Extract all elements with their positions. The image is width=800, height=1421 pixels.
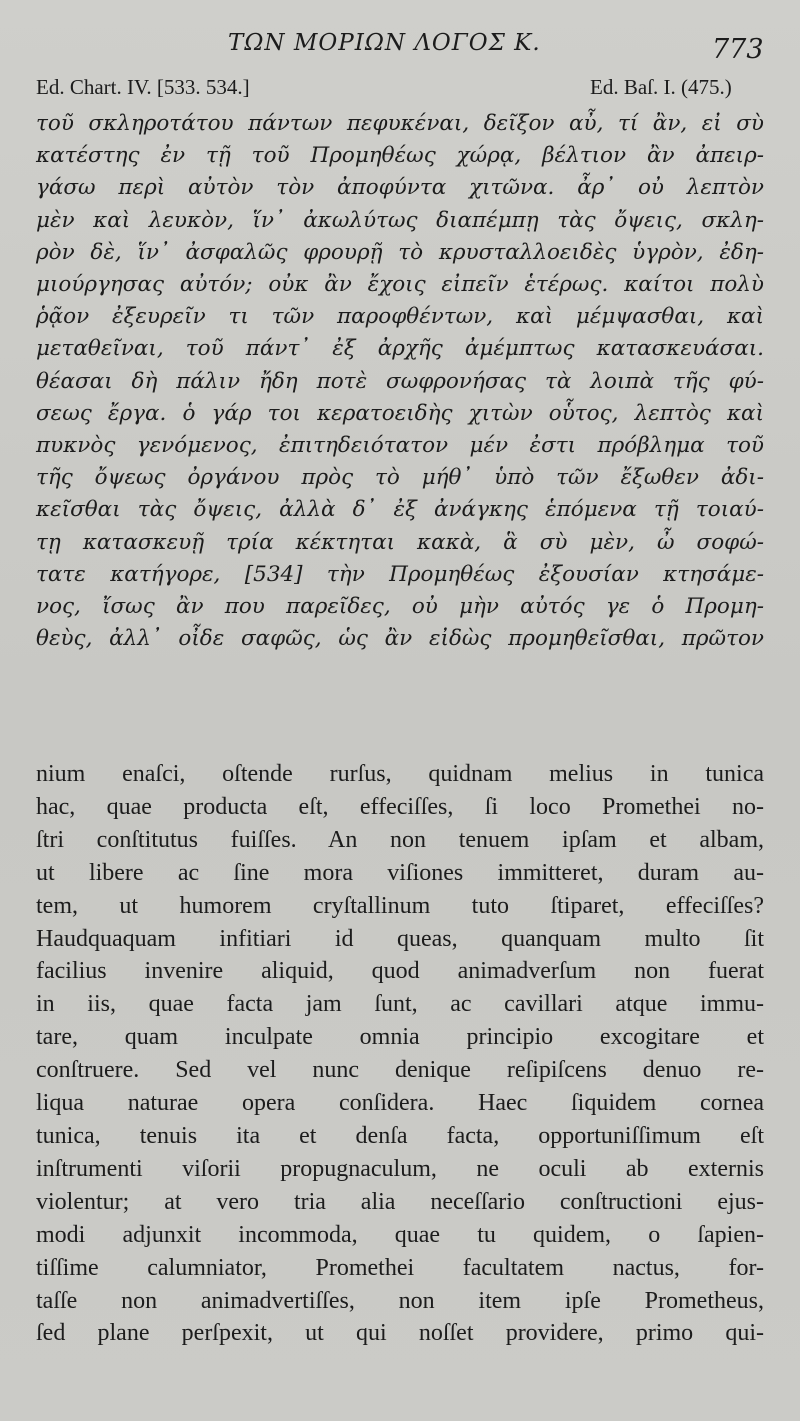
latin-text-line: tunica, tenuis ita et denſa facta, opportuniſſimum eſt	[36, 1122, 764, 1149]
greek-text-line: γάσω περὶ αὐτὸν τὸν ἀποφύντα χιτῶνα. ἆρ᾽ οὐ λεπτὸν	[36, 175, 764, 201]
latin-text-line: facilius invenire aliquid, quod animadverſum non fuerat	[36, 958, 764, 985]
greek-text-line: τατε κατήγορε, [534] τὴν Προμηθέως ἐξουσίαν κτησάμε-	[36, 561, 764, 587]
greek-text-line: σεως ἔργα. ὁ γάρ τοι κερατοειδὴς χιτὼν οὗτος, λεπτὸς καὶ	[36, 400, 764, 426]
greek-text-line: κατέστης ἐν τῇ τοῦ Προμηθέως χώρᾳ, βέλτιον ἂν ἀπειρ-	[36, 143, 764, 169]
greek-text-line: ρὸν δὲ, ἵν᾽ ἀσφαλῶς φρουρῇ τὸ κρυσταλλοειδὲς ὑγρὸν, ἐδη-	[36, 239, 764, 265]
greek-text-line: μιούργησας αὐτόν; οὐκ ἂν ἔχοις εἰπεῖν ἑτέρως. καίτοι πολὺ	[36, 272, 764, 298]
latin-text-line: tare, quam inculpate omnia principio excogitare et	[36, 1024, 764, 1051]
greek-text-line: τοῦ σκληροτάτου πάντων πεφυκέναι, δεῖξον αὖ, τί ἂν, εἰ σὺ	[36, 111, 764, 136]
latin-text-line: inſtrumenti viſorii propugnaculum, ne oculi ab externis	[36, 1155, 764, 1182]
greek-text-line: κεῖσθαι τὰς ὄψεις, ἀλλὰ δ᾽ ἐξ ἀνάγκης ἑπόμενα τῇ τοιαύ-	[36, 497, 764, 523]
greek-text-line: νος, ἴσως ἂν που παρεῖδες, οὐ μὴν αὐτός γε ὁ Προμη-	[36, 594, 764, 620]
greek-text-line: τῃ κατασκευῇ τρία κέκτηται κακὰ, ἃ σὺ μὲν, ὦ σοφώ-	[36, 529, 764, 555]
latin-text-line: in iis, quae facta jam ſunt, ac cavillari atque immu-	[36, 991, 764, 1018]
latin-text-line: liqua naturae opera conſidera. Haec ſiquidem cornea	[36, 1090, 764, 1117]
greek-text-line: θεὺς, ἀλλ᾽ οἶδε σαφῶς, ὡς ἂν εἰδὼς προμηθεῖσθαι, πρῶτον	[36, 626, 764, 652]
latin-text-line: conſtruere. Sed vel nunc denique reſipiſcens denuo re-	[36, 1057, 764, 1084]
edition-reference-left: Ed. Chart. IV. [533. 534.]	[36, 75, 250, 99]
latin-text-block	[36, 758, 764, 1350]
greek-text-line: τῆς ὄψεως ὀργάνου πρὸς τὸ μήθ᾽ ὑπὸ τῶν ἔξωθεν ἀδι-	[36, 465, 764, 491]
latin-text-line: ut libere ac ſine mora viſiones immitteret, duram au-	[36, 859, 764, 886]
greek-text-line: πυκνὸς γενόμενος, ἐπιτηδειότατον μέν ἐστι πρόβλημα τοῦ	[36, 433, 764, 459]
latin-text-line: ſed plane perſpexit, ut qui noſſet providere, primo qui-	[36, 1320, 764, 1347]
latin-text-line: taſſe non animadvertiſſes, non item ipſe Prometheus,	[36, 1287, 764, 1314]
latin-text-line: nium enaſci, oſtende rurſus, quidnam melius in tunica	[36, 761, 764, 787]
latin-text-line: hac, quae producta eſt, effeciſſes, ſi loco Promethei no-	[36, 793, 764, 820]
page-header	[0, 28, 800, 68]
page-number: 773	[712, 34, 764, 65]
latin-text-line: violentur; at vero tria alia neceſſario conſtructioni ejus-	[36, 1188, 764, 1215]
latin-text-line: tiſſime calumniator, Promethei facultatem nactus, for-	[36, 1254, 764, 1281]
edition-reference-right: Ed. Baſ. I. (475.)	[590, 75, 732, 99]
greek-text-line: ῥᾷον ἐξευρεῖν τι τῶν παροφθέντων, καὶ μέμψασθαι, καὶ	[36, 304, 764, 330]
greek-text-line: θέασαι δὴ πάλιν ἤδη ποτὲ σωφρονήσας τὰ λοιπὰ τῆς φύ-	[36, 368, 764, 394]
greek-text-line: μὲν καὶ λευκὸν, ἵν᾽ ἀκωλύτως διαπέμπῃ τὰς ὄψεις, σκλη-	[36, 207, 764, 233]
running-title: ΤΩΝ ΜΟΡΙΩΝ ΛΟΓΟΣ Κ.	[228, 30, 541, 56]
latin-text-line: ſtri conſtitutus fuiſſes. An non tenuem ipſam et albam,	[36, 826, 764, 853]
latin-text-line: Haudquaquam infitiari id queas, quanquam multo ſit	[36, 925, 764, 952]
greek-text-block	[36, 108, 764, 655]
latin-text-line: tem, ut humorem cryſtallinum tuto ſtiparet, effeciſſes?	[36, 892, 764, 919]
latin-text-line: modi adjunxit incommoda, quae tu quidem, o ſapien-	[36, 1221, 764, 1248]
greek-text-line: μεταθεῖναι, τοῦ πάντ᾽ ἐξ ἀρχῆς ἀμέμπτως κατασκευάσαι.	[36, 336, 764, 362]
